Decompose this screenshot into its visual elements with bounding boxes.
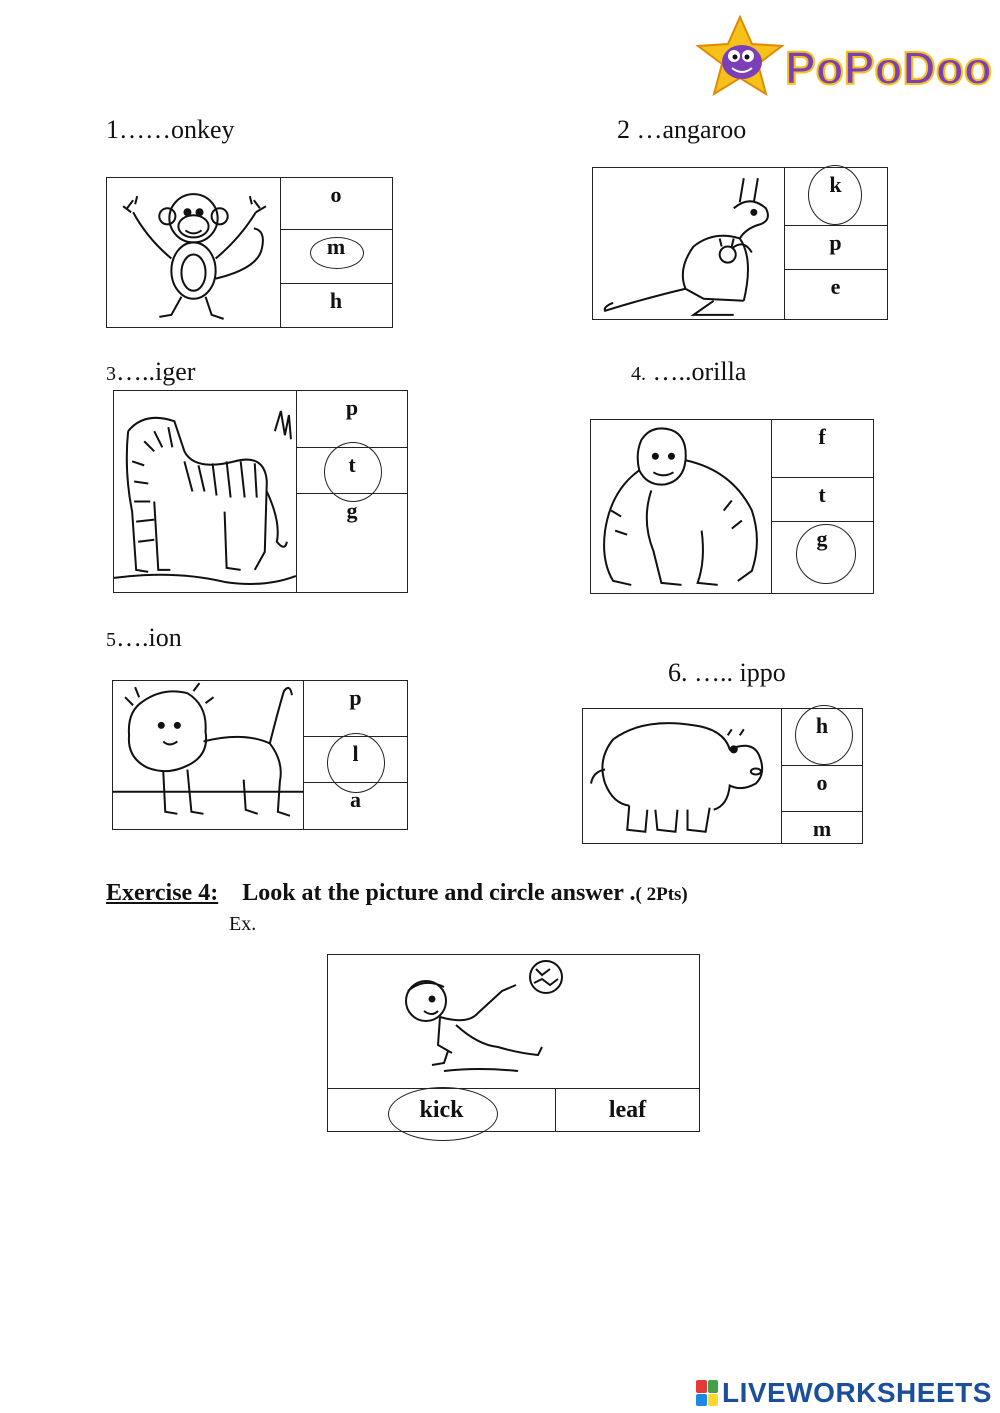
item-2-option-1[interactable]: k: [784, 168, 887, 226]
item-4-option-1[interactable]: f: [771, 420, 873, 478]
answer-kick[interactable]: kick: [328, 1089, 556, 1131]
item-6-label: 6. ….. ippo: [668, 658, 786, 687]
item-5-box: [112, 680, 408, 830]
item-2-box: [592, 167, 888, 320]
item-6-option-2[interactable]: o: [782, 766, 862, 812]
item-5-option-3[interactable]: a: [350, 787, 361, 812]
exercise-4-instruction: Look at the picture and circle answer .: [242, 880, 636, 906]
item-1-label: 1……onkey: [106, 115, 235, 144]
logo-wordmark: PoPoDoo: [785, 42, 992, 94]
item-3-option-2[interactable]: t: [297, 448, 407, 494]
item-4-label: 4. …..orilla: [631, 357, 747, 386]
item-4-option-2[interactable]: t: [771, 478, 873, 522]
liveworksheets-wordmark: LIVEWORKSHEETS: [722, 1377, 992, 1408]
monkey-picture: [107, 178, 281, 327]
gorilla-picture: [591, 420, 772, 593]
item-2-label: 2 …angaroo: [617, 115, 747, 144]
item-1-option-2[interactable]: m: [280, 230, 392, 284]
item-5-option-2[interactable]: l: [304, 737, 407, 783]
item-3-option-3[interactable]: g: [346, 498, 358, 523]
item-2-option-2[interactable]: p: [784, 226, 887, 270]
kick-picture: [328, 955, 699, 1089]
exercise-4-points: ( 2Pts): [635, 884, 688, 905]
item-2-option-3[interactable]: e: [830, 274, 841, 299]
answer-leaf[interactable]: leaf: [608, 1096, 647, 1123]
item-3-label: 3…..iger: [106, 357, 196, 386]
tiger-picture: [114, 391, 297, 592]
item-5-option-1[interactable]: p: [304, 681, 407, 737]
exercise-4-title: Exercise 4:: [106, 880, 219, 906]
item-3-box: [113, 390, 408, 593]
item-4-option-3[interactable]: g: [771, 522, 873, 593]
example-box: [327, 954, 700, 1132]
item-4-box: [590, 419, 874, 594]
exercise-4-heading: [106, 880, 688, 907]
item-6-option-1[interactable]: h: [782, 709, 862, 766]
kangaroo-picture: [593, 168, 785, 319]
hippo-picture: [583, 709, 782, 843]
liveworksheets-icon: [696, 1380, 718, 1406]
item-1-option-1[interactable]: o: [280, 178, 392, 230]
item-5-label: 5….ion: [106, 623, 182, 652]
popodoo-logo: [700, 12, 992, 107]
item-1-box: [106, 177, 393, 328]
lion-picture: [113, 681, 304, 829]
item-6-box: [582, 708, 863, 844]
example-label: Ex.: [229, 913, 257, 935]
item-6-option-3[interactable]: m: [812, 816, 832, 841]
item-1-option-3[interactable]: h: [329, 288, 343, 313]
item-3-option-1[interactable]: p: [297, 391, 407, 448]
liveworksheets-logo: [696, 1376, 992, 1410]
